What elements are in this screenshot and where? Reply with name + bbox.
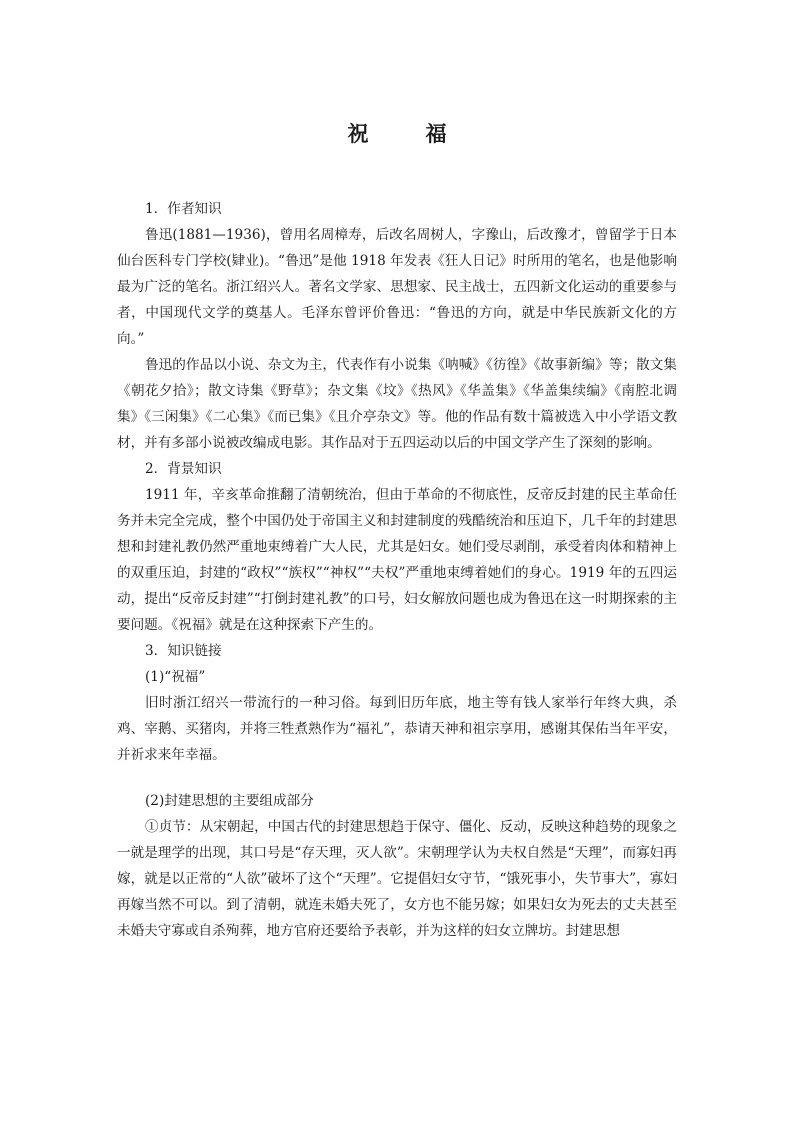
section-heading-background: 2．背景知识 [145,461,222,477]
paragraph-author-bio: 鲁迅(1881—1936)，曾用名周樟寿，后改名周树人，字豫山，后改豫才，曾留学于日本仙台医科专门学校(肄业)。“鲁迅”是他 1918 年发表《狂人日记》时所用的笔名，也是他影响最为广泛的笔名。浙江绍兴人。著名文学家、思想家、民主战士，五四新文化运动的重要参与者，中国现代文学的奠基人。毛泽东曾评价鲁迅：“鲁迅的方向，就是中华民族新文化的方向。” [117,227,677,347]
paragraph-chastity: ①贞节：从宋朝起，中国古代的封建思想趋于保守、僵化、反动，反映这种趋势的现象之一就是理学的出现，其口号是“存天理，灭人欲”。宋朝理学认为夫权自然是“天理”，而寡妇再嫁，就是以正常的“人欲”破坏了这个“天理”。它提倡妇女守节，“饿死事小，失节事大”，寡妇再嫁当然不可以。到了清朝，就连未婚夫死了，女方也不能另嫁；如果妇女为死去的丈夫甚至未婚夫守寡或自杀殉葬，地方官府还要给予表彰，并为这样的妇女立牌坊。封建思想 [117,819,677,939]
spacer [117,768,677,788]
document-page [117,118,677,944]
section-heading-author: 1．作者知识 [145,201,222,217]
paragraph-background: 1911 年，辛亥革命推翻了清朝统治，但由于革命的不彻底性，反帝反封建的民主革命任务并未完全完成，整个中国仍处于帝国主义和封建制度的残酷统治和压迫下，几千年的封建思想和封建礼教仍然严重地束缚着广大人民，尤其是妇女。她们受尽剥削，承受着肉体和精神上的双重压迫，封建的“政权”“族权”“神权”“夫权”严重地束缚着她们的身心。1919 年的五四运动，提出“反帝反封建”“打倒封建礼教”的口号，妇女解放问题也成为鲁迅在这一时期探索的主要问题。《祝福》就是在这种探索下产生的。 [117,487,677,633]
subheading-feudal-thought: (2)封建思想的主要组成部分 [145,793,314,809]
paragraph-author-works: 鲁迅的作品以小说、杂文为主，代表作有小说集《呐喊》《彷徨》《故事新编》等；散文集《朝花夕拾》；散文诗集《野草》；杂文集《坟》《热风》《华盖集》《华盖集续编》《南腔北调集》《三闲集》《二心集》《而已集》《且介亭杂文》等。他的作品有数十篇被选入中小学语文教材，并有多部小说被改编成电影。其作品对于五四运动以后的中国文学产生了深刻的影响。 [117,357,677,451]
section-heading-knowledge: 3．知识链接 [145,643,222,659]
paragraph-zhufu: 旧时浙江绍兴一带流行的一种习俗。每到旧历年底，地主等有钱人家举行年终大典，杀鸡、宰鹅、买猪肉，并将三牲煮熟作为“福礼”，恭请天神和祖宗享用，感谢其保佑当年平安，并祈求来年幸福。 [117,695,677,763]
page-title: 祝 福 [347,121,465,146]
subheading-zhufu: (1)“祝福” [145,669,206,685]
